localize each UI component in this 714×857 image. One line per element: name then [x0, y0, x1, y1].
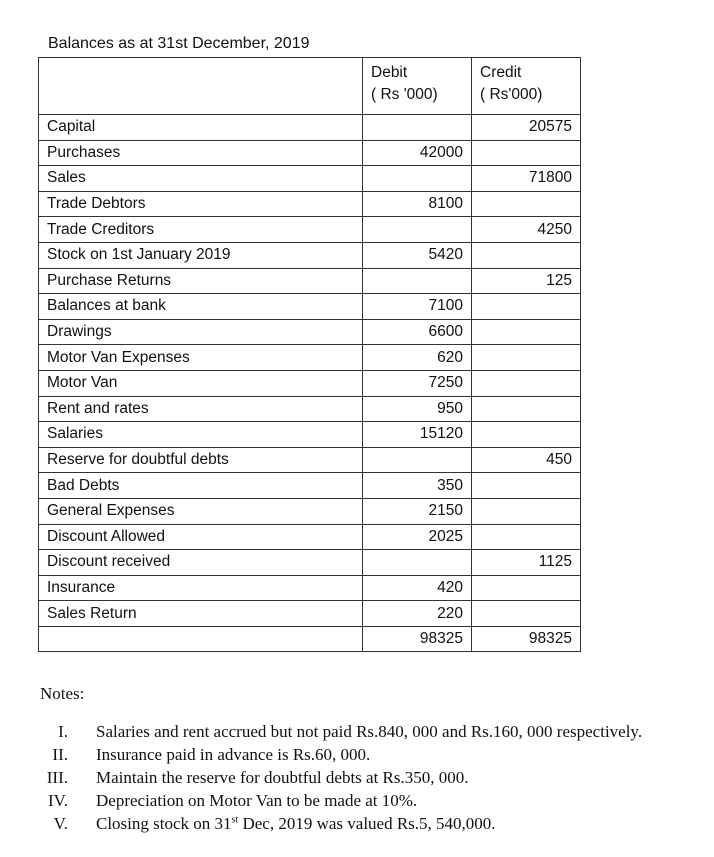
debit-value — [363, 115, 472, 141]
row-label: Drawings — [39, 319, 363, 345]
row-label: Reserve for doubtful debts — [39, 447, 363, 473]
note-text-main: Depreciation on Motor Van to be made at 10%. — [96, 791, 418, 810]
debit-value — [363, 166, 472, 192]
credit-value — [472, 422, 581, 448]
note-superscript: st — [231, 814, 239, 826]
totals-row — [39, 626, 581, 652]
credit-value — [472, 575, 581, 601]
row-label: Trade Creditors — [39, 217, 363, 243]
debit-value: 7250 — [363, 370, 472, 396]
debit-value: 7100 — [363, 294, 472, 320]
note-number: I. — [58, 722, 68, 741]
row-label: Stock on 1st January 2019 — [39, 242, 363, 268]
row-label: Insurance — [39, 575, 363, 601]
note-text — [96, 814, 496, 834]
credit-value — [472, 242, 581, 268]
credit-value — [472, 473, 581, 499]
credit-value — [472, 498, 581, 524]
table-header-row — [39, 58, 581, 115]
table-row — [39, 166, 581, 192]
debit-value — [363, 447, 472, 473]
notes-heading: Notes: — [40, 684, 85, 703]
note-number: IV. — [48, 791, 68, 810]
table-row — [39, 473, 581, 499]
debit-value: 42000 — [363, 140, 472, 166]
credit-value: 1125 — [472, 550, 581, 576]
table-row — [39, 217, 581, 243]
header-debit-label: Debit — [371, 64, 408, 81]
header-debit — [363, 58, 472, 115]
row-label: Rent and rates — [39, 396, 363, 422]
debit-value: 15120 — [363, 422, 472, 448]
credit-value — [472, 345, 581, 371]
debit-value: 350 — [363, 473, 472, 499]
debit-value: 620 — [363, 345, 472, 371]
notes-section — [40, 684, 84, 704]
credit-value — [472, 601, 581, 627]
note-text-main: Salaries and rent accrued but not paid Rs.840, 000 and Rs.160, 000 respectively. — [96, 722, 643, 741]
credit-value — [472, 294, 581, 320]
row-label: Motor Van — [39, 370, 363, 396]
note-text — [96, 768, 469, 788]
credit-value: 98325 — [472, 626, 581, 652]
note-number: V. — [53, 814, 68, 833]
credit-value: 125 — [472, 268, 581, 294]
row-label: Sales Return — [39, 601, 363, 627]
note-number: II. — [52, 745, 68, 764]
credit-value — [472, 140, 581, 166]
note-text-main: Insurance paid in advance is Rs.60, 000. — [96, 745, 371, 764]
row-label — [39, 626, 363, 652]
table-row — [39, 294, 581, 320]
credit-value — [472, 319, 581, 345]
note-number: III. — [46, 768, 68, 787]
row-label: Discount received — [39, 550, 363, 576]
debit-value: 8100 — [363, 191, 472, 217]
header-credit — [472, 58, 581, 115]
row-label: Sales — [39, 166, 363, 192]
row-label: Purchases — [39, 140, 363, 166]
debit-value: 220 — [363, 601, 472, 627]
debit-value — [363, 217, 472, 243]
table-row — [39, 498, 581, 524]
credit-value — [472, 370, 581, 396]
note-text — [96, 791, 417, 811]
credit-value — [472, 191, 581, 217]
debit-value: 420 — [363, 575, 472, 601]
header-debit-unit: ( Rs '000) — [371, 86, 438, 103]
debit-value: 2025 — [363, 524, 472, 550]
trial-balance-table — [38, 57, 581, 652]
document-title: Balances as at 31st December, 2019 — [48, 35, 310, 52]
table-row — [39, 191, 581, 217]
debit-value: 6600 — [363, 319, 472, 345]
row-label: Salaries — [39, 422, 363, 448]
credit-value — [472, 524, 581, 550]
row-label: Balances at bank — [39, 294, 363, 320]
note-text — [96, 745, 370, 765]
row-label: Capital — [39, 115, 363, 141]
table-row — [39, 422, 581, 448]
note-text — [96, 722, 642, 742]
table-row — [39, 115, 581, 141]
table-row — [39, 242, 581, 268]
debit-value: 2150 — [363, 498, 472, 524]
row-label: General Expenses — [39, 498, 363, 524]
table-row — [39, 345, 581, 371]
credit-value: 450 — [472, 447, 581, 473]
table-row — [39, 524, 581, 550]
credit-value: 20575 — [472, 115, 581, 141]
table-row — [39, 140, 581, 166]
credit-value — [472, 396, 581, 422]
table-row — [39, 370, 581, 396]
note-text-after: Dec, 2019 was valued Rs.5, 540,000. — [238, 814, 496, 833]
row-label: Discount Allowed — [39, 524, 363, 550]
debit-value: 98325 — [363, 626, 472, 652]
table-row — [39, 575, 581, 601]
row-label: Bad Debts — [39, 473, 363, 499]
row-label: Trade Debtors — [39, 191, 363, 217]
debit-value — [363, 550, 472, 576]
table-row — [39, 319, 581, 345]
credit-value: 4250 — [472, 217, 581, 243]
header-credit-label: Credit — [480, 64, 522, 81]
table-row — [39, 550, 581, 576]
row-label: Motor Van Expenses — [39, 345, 363, 371]
header-blank-cell — [39, 58, 363, 115]
debit-value — [363, 268, 472, 294]
debit-value: 5420 — [363, 242, 472, 268]
note-text-main: Closing stock on 31 — [96, 814, 232, 833]
table-row — [39, 268, 581, 294]
debit-value: 950 — [363, 396, 472, 422]
credit-value: 71800 — [472, 166, 581, 192]
note-text-main: Maintain the reserve for doubtful debts at Rs.350, 000. — [96, 768, 469, 787]
table-row — [39, 396, 581, 422]
header-credit-unit: ( Rs'000) — [480, 86, 543, 103]
table-row — [39, 447, 581, 473]
row-label: Purchase Returns — [39, 268, 363, 294]
table-row — [39, 601, 581, 627]
